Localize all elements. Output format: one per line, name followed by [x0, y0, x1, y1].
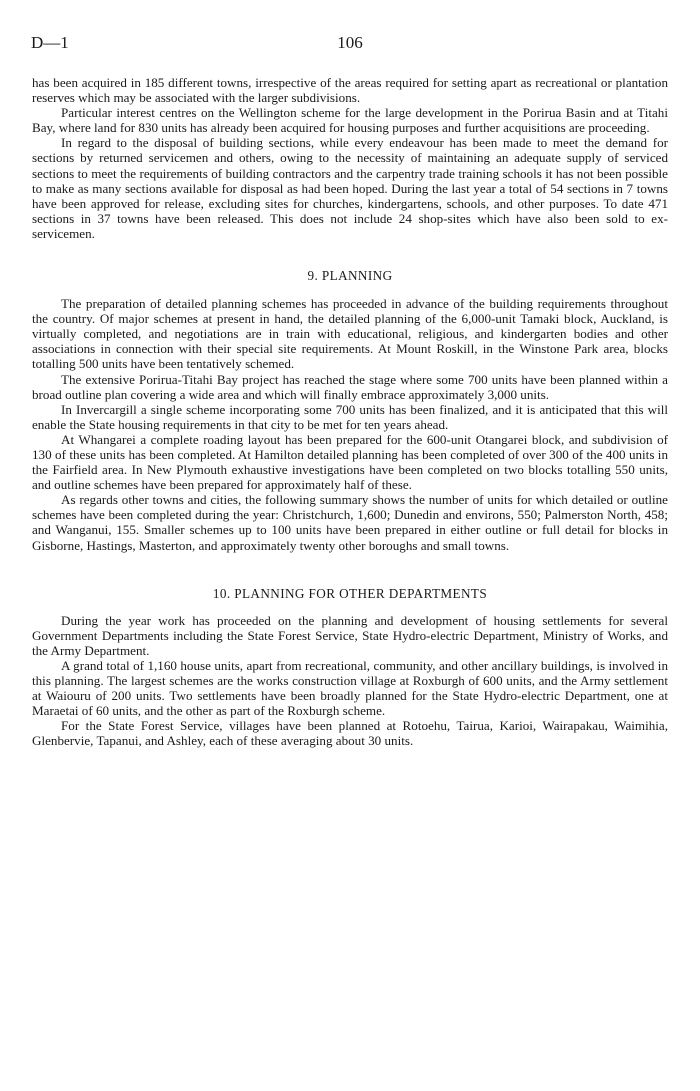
paragraph-planning-schemes: The preparation of detailed planning schemes has proceeded in advance of the building requirements throughout the country. Of major schemes at present in hand, the detailed planning of the 6,000-unit Tamaki block, Auckland, is virtually completed, and negotiations are in train with educational, religious, and kindergarten bodies and other associations in connection with their special site requirements. At Mount Roskill, in the Winstone Park area, blocks totalling 500 units have been tentatively schemed.: [32, 296, 668, 372]
paragraph-government-departments: During the year work has proceeded on the planning and development of housing settlements for several Government Departments including the State Forest Service, State Hydro-electric Department, Ministry of Works, and the Army Department.: [32, 612, 668, 658]
paragraph-whangarei: At Whangarei a complete roading layout has been prepared for the 600-unit Otangarei block, and subdivision of 130 of these units has been completed. At Hamilton detailed planning has been completed of over 300 of the 400 units in the Fairfield area. In New Plymouth exhaustive investigations have been completed on two blocks totalling 550 units, and outline schemes have been prepared for approximately half of these.: [32, 431, 668, 493]
section-heading-planning: 9. PLANNING: [307, 268, 393, 284]
page-number: 106: [337, 33, 363, 52]
paragraph-other-towns: As regards other towns and cities, the following summary shows the number of units for which detailed or outline schemes have been completed during the year: Christchurch, 1,600; Dunedin and environs, 550; Palmerston North, 458; and Wanganui, 155. Smaller schemes up to 100 units have been prepared in either outline or full detail for blocks in Gisborne, Hastings, Masterton, and approximately twenty other boroughs and small towns.: [32, 492, 668, 553]
paragraph-forest-service: For the State Forest Service, villages have been planned at Rotoehu, Tairua, Karioi, Wairapakau, Waimihia, Glenbervie, Tapanui, and Ashley, each of these averaging about 30 units.: [32, 718, 668, 749]
paragraph-continued: has been acquired in 185 different towns, irrespective of the areas required for setting apart as recreational or plantation reserves which may be associated with the larger subdivisions.: [32, 75, 668, 106]
paragraph-invercargill: In Invercargill a single scheme incorporating some 700 units has been finalized, and it is anticipated that this will enable the State housing requirements in that city to be met for ten years ahead.: [32, 401, 668, 432]
paragraph-wellington-scheme: Particular interest centres on the Wellington scheme for the large development in the Porirua Basin and at Titahi Bay, where land for 830 units has already been acquired for housing purposes and further acquisitions are proceeding.: [32, 105, 668, 136]
document-reference: D—1: [31, 33, 69, 52]
section-heading-other-departments: 10. PLANNING FOR OTHER DEPARTMENTS: [212, 585, 488, 601]
paragraph-building-sections: In regard to the disposal of building sections, while every endeavour has been made to meet the demand for sections by returned servicemen and others, owing to the necessity of maintaining an adequate supply of serviced sections to meet the requirements of building contractors and the carpentry trade training schools it has not been possible to make as many sections available for disposal as had been hoped. During the last year a total of 54 sections in 7 towns have been approved for release, excluding sites for churches, kindergartens, schools, and other purposes. To date 471 sections in 37 towns have been released. This does not include 24 shop-sites which have also been sold to ex-servicemen.: [32, 135, 668, 241]
paragraph-grand-total: A grand total of 1,160 house units, apart from recreational, community, and other ancillary buildings, is involved in this planning. The largest schemes are the works construction village at Roxburgh of 600 units, and the Army settlement at Waiouru of 200 units. Two settlements have been broadly planned for the State Hydro-electric Department, one at Maraetai of 60 units, and the other as part of the Roxburgh scheme.: [32, 657, 668, 719]
paragraph-porirua-project: The extensive Porirua-Titahi Bay project has reached the stage where some 700 units have been planned within a broad outline plan covering a wide area and which will finally embrace approximately 3,000 units.: [32, 371, 668, 402]
page-body: [32, 75, 668, 748]
